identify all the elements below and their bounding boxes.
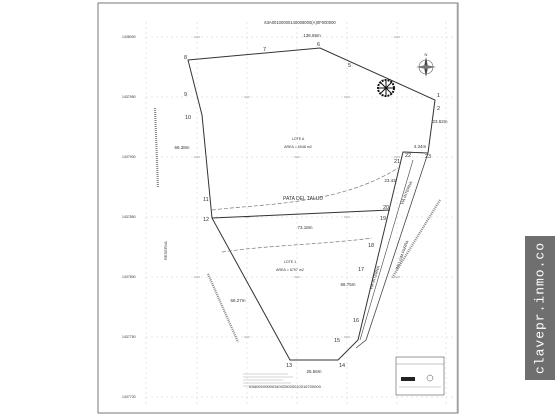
vertex-23: 23 [425,154,432,160]
vertex-22: 22 [405,153,412,159]
dim-right-short: 4.34m [413,144,427,149]
vertex-8: 8 [184,55,188,61]
svg-text:1438000: 1438000 [122,35,136,39]
dim-bottom: 25.56m [306,369,322,374]
slope-line-upper [212,168,398,210]
grid-coordinate-labels [122,35,136,399]
svg-text:1437950: 1437950 [122,95,136,99]
dim-road-seg-2: 66.75m [340,282,356,287]
dim-left-upper: 66.38m [174,145,190,150]
vertex-6: 6 [317,42,321,48]
road-label-lower: VIA INTERNA [368,265,381,291]
north-label: N [424,52,428,57]
watermark-badge [525,236,555,380]
vertex-1: 1 [437,93,441,99]
vertex-15: 15 [334,338,341,344]
tree-symbol-icon [378,80,394,96]
vertex-17: 17 [358,267,365,273]
vertex-11: 11 [203,197,209,203]
watermark-text: clavepr.inmo.co [532,241,548,375]
slope-label: PATA DEL TALUD [283,196,323,202]
top-note: 63A00100000140008000(A)0F000000 [264,20,336,25]
vertex-2: 2 [437,106,441,112]
vertex-9: 9 [184,92,188,98]
dim-road-seg-1: 23.43 [384,178,396,183]
reserve-label: RESERVA [163,241,168,260]
vertex-10: 10 [185,115,192,121]
lot-a-area: AREA = 6048 m2 [284,145,312,149]
svg-text:1437800: 1437800 [122,275,136,279]
vertex-13: 13 [286,363,293,369]
dim-right-upper: 23.62m [432,119,448,124]
grid-lines [146,22,455,405]
lot-a-name: LOTE A [291,137,305,141]
vertex-7: 7 [263,47,267,53]
lot-1-area: AREA = 6797 m2 [276,268,304,272]
vertex-14: 14 [339,363,346,369]
lot-1-name: LOTE 1 [283,260,297,264]
bottom-note: 63A00100000140025000010016700000 [249,384,321,389]
vertex-16: 16 [353,318,360,324]
sheet-frame [98,3,458,413]
vertex-5: 5 [348,63,352,69]
compass-rose-icon [416,52,436,77]
slope-line-lower [222,238,375,252]
dim-middle: 73.18m [297,225,313,230]
neighbor-label: WILLIAM PARRA [394,239,410,271]
vertex-20: 20 [383,205,390,211]
vertex-12: 12 [203,217,210,223]
svg-text:1437750: 1437750 [122,335,136,339]
dim-top: 136.55m [303,33,321,38]
vertex-21: 21 [394,159,401,165]
dim-left-lower: 66.27m [230,298,246,303]
vertex-19: 19 [380,216,387,222]
svg-text:1437850: 1437850 [122,215,136,219]
title-block [396,357,444,395]
road-label-upper: VIA INTERNA [399,180,414,206]
svg-text:1437900: 1437900 [122,155,136,159]
vertex-18: 18 [368,243,375,249]
svg-text:1437700: 1437700 [122,395,136,399]
